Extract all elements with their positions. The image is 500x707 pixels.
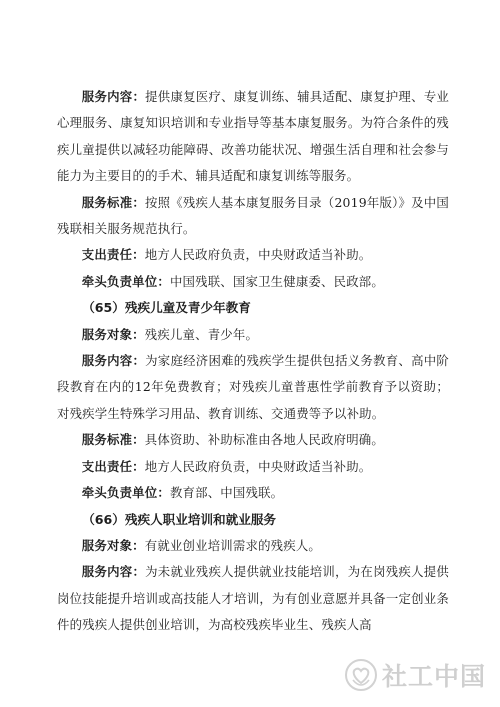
paragraph-text: 为家庭经济困难的残疾学生提供包括义务教育、高中阶段教育在内的12年免费教育；对残疾儿童普惠性学前教育予以资助；对残疾学生特殊学习用品、教育训练、交通费等予以补助。 bbox=[57, 353, 449, 421]
paragraph-label: 服务标准： bbox=[81, 194, 145, 210]
paragraph bbox=[57, 269, 449, 295]
paragraph bbox=[57, 348, 449, 427]
paragraph bbox=[57, 454, 449, 480]
paragraph bbox=[57, 242, 449, 268]
section-heading-66: （66）残疾人职业培训和就业服务 bbox=[82, 511, 277, 527]
paragraph-label: 牵头负责单位： bbox=[81, 485, 170, 501]
paragraph bbox=[57, 480, 449, 506]
paragraph-text: 教育部、中国残联。 bbox=[169, 485, 284, 501]
paragraph-label: 服务内容： bbox=[81, 564, 146, 580]
paragraph bbox=[57, 84, 449, 190]
paragraph-text: 按照《残疾人基本康复服务目录（2019年版）》及中国残联相关服务规范执行。 bbox=[57, 194, 449, 237]
watermark-text: 社工中国 bbox=[381, 662, 486, 691]
paragraph-label: 服务对象： bbox=[81, 537, 145, 553]
paragraph bbox=[57, 533, 449, 559]
paragraph-label: 服务对象： bbox=[81, 326, 145, 342]
paragraph bbox=[57, 322, 449, 348]
paragraph-text: 为未就业残疾人提供就业技能培训，为在岗残疾人提供岗位技能提升培训或高技能人才培训，为有创业意愿并具备一定创业条件的残疾人提供创业培训，为高校残疾毕业生、残疾人高 bbox=[57, 564, 449, 633]
paragraph-label: 服务内容： bbox=[81, 353, 146, 369]
paragraph-label: 服务标准： bbox=[81, 432, 145, 448]
paragraph-text: 地方人民政府负责，中央财政适当补助。 bbox=[144, 247, 372, 263]
paragraph-text: 地方人民政府负责，中央财政适当补助。 bbox=[144, 458, 372, 474]
paragraph-text: 具体资助、补助标准由各地人民政府明确。 bbox=[144, 432, 384, 448]
heart-hands-icon bbox=[344, 658, 378, 692]
paragraph-text: 残疾儿童、青少年。 bbox=[144, 326, 259, 342]
watermark bbox=[344, 657, 486, 693]
document-body bbox=[57, 84, 449, 639]
paragraph-text: 中国残联、国家卫生健康委、民政部。 bbox=[169, 273, 384, 289]
paragraph-label: 支出责任： bbox=[81, 247, 145, 263]
paragraph-text: 有就业创业培训需求的残疾人。 bbox=[144, 537, 322, 553]
paragraph-label: 牵头负责单位： bbox=[81, 273, 170, 289]
section-heading-65: （65）残疾儿童及青少年教育 bbox=[82, 300, 251, 316]
paragraph-text: 提供康复医疗、康复训练、辅具适配、康复护理、专业心理服务、康复知识培训和专业指导等基本康复服务。为符合条件的残疾儿童提供以减轻功能障碍、改善功能状况、增强生活自理和社会参与能力为主要目的的手术、辅具适配和康复训练等服务。 bbox=[57, 89, 449, 184]
paragraph bbox=[57, 190, 449, 243]
paragraph-label: 服务内容： bbox=[81, 89, 146, 104]
paragraph-label: 支出责任： bbox=[81, 458, 145, 474]
paragraph bbox=[57, 559, 449, 638]
paragraph bbox=[57, 427, 449, 453]
